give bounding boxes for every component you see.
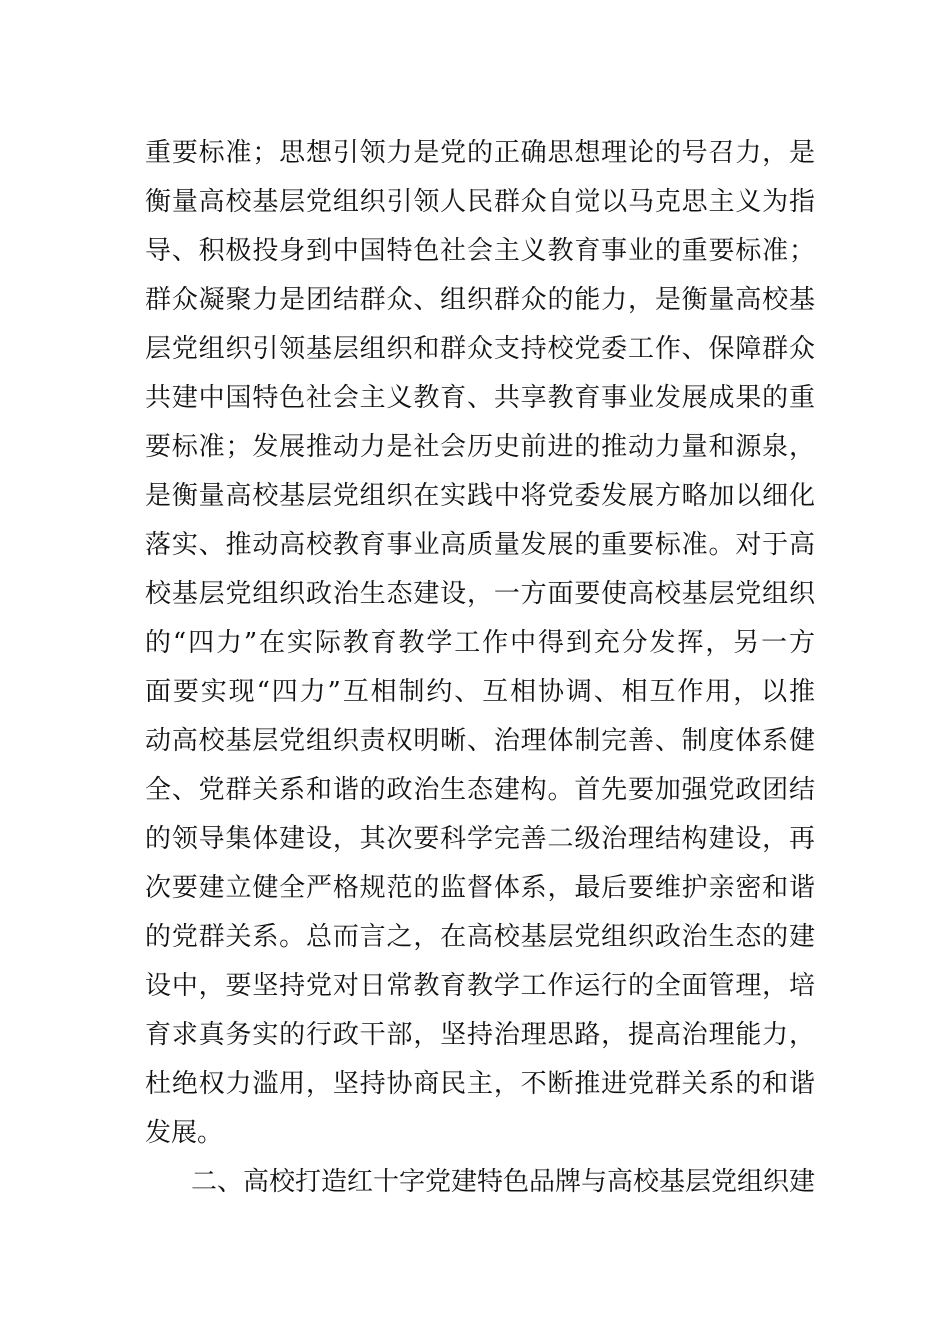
text-line: 育求真务实的行政干部，坚持治理思路，提高治理能力， bbox=[145, 1020, 815, 1050]
text-line: 导、积极投身到中国特色社会主义教育事业的重要标准； bbox=[145, 236, 815, 266]
text-line: 共建中国特色社会主义教育、共享教育事业发展成果的重 bbox=[145, 383, 815, 413]
text-line: 动高校基层党组织责权明晰、治理体制完善、制度体系健 bbox=[145, 726, 815, 756]
text-line: 面要实现“四力”互相制约、互相协调、相互作用，以推 bbox=[145, 677, 815, 707]
text-line: 衡量高校基层党组织引领人民群众自觉以马克思主义为指 bbox=[145, 187, 815, 217]
text-line: 要标准；发展推动力是社会历史前进的推动力量和源泉， bbox=[145, 432, 815, 462]
section-heading: 二、高校打造红十字党建特色品牌与高校基层党组织建 bbox=[191, 1167, 816, 1197]
text-line: 校基层党组织政治生态建设，一方面要使高校基层党组织 bbox=[145, 579, 815, 609]
text-line: 的领导集体建设，其次要科学完善二级治理结构建设，再 bbox=[145, 824, 815, 854]
text-line: 群众凝聚力是团结群众、组织群众的能力，是衡量高校基 bbox=[145, 285, 815, 315]
text-line: 发展。 bbox=[145, 1118, 224, 1148]
text-line: 设中，要坚持党对日常教育教学工作运行的全面管理，培 bbox=[145, 971, 815, 1001]
text-line: 落实、推动高校教育事业高质量发展的重要标准。对于高 bbox=[145, 530, 815, 560]
text-line: 层党组织引领基层组织和群众支持校党委工作、保障群众 bbox=[145, 334, 815, 364]
text-line: 次要建立健全严格规范的监督体系，最后要维护亲密和谐 bbox=[145, 873, 815, 903]
text-line: 是衡量高校基层党组织在实践中将党委发展方略加以细化 bbox=[145, 481, 815, 511]
text-line: 重要标准；思想引领力是党的正确思想理论的号召力，是 bbox=[145, 138, 815, 168]
text-line: 杜绝权力滥用，坚持协商民主，不断推进党群关系的和谐 bbox=[145, 1069, 815, 1099]
text-line: 的党群关系。总而言之，在高校基层党组织政治生态的建 bbox=[145, 922, 815, 952]
text-line: 的“四力”在实际教育教学工作中得到充分发挥，另一方 bbox=[145, 628, 815, 658]
text-line: 全、党群关系和谐的政治生态建构。首先要加强党政团结 bbox=[145, 775, 815, 805]
